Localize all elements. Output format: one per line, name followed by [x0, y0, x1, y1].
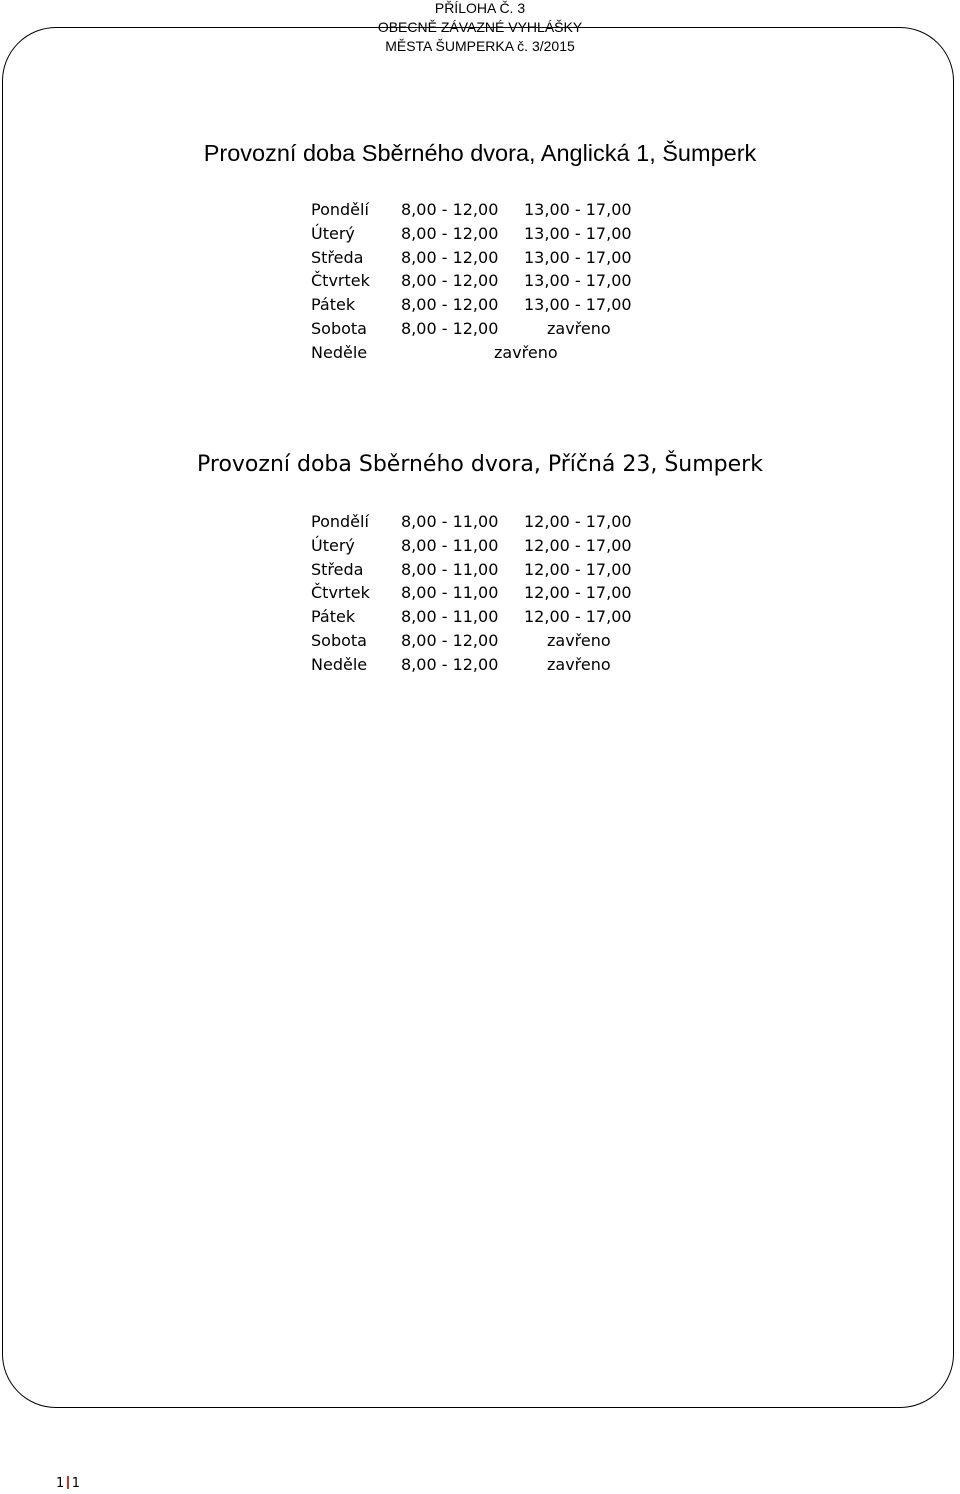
afternoon-hours: 12,00 - 17,00	[524, 607, 632, 627]
morning-hours: 8,00 - 11,00	[401, 535, 499, 555]
afternoon-hours: 13,00 - 17,00	[524, 247, 632, 267]
morning-hours: 8,00 - 12,00	[401, 223, 499, 243]
morning-hours: 8,00 - 11,00	[401, 512, 499, 531]
afternoon-hours: 13,00 - 17,00	[524, 295, 632, 315]
section-title-anglicka: Provozní doba Sběrného dvora, Anglická 1, Šumperk	[203, 140, 757, 166]
regulation-label: OBECNĚ ZÁVAZNÉ VYHLÁŠKY	[377, 19, 583, 35]
afternoon-hours: 13,00 - 17,00	[524, 200, 632, 219]
day-label: Sobota	[311, 318, 367, 338]
morning-hours: 8,00 - 12,00	[401, 318, 499, 338]
morning-hours: 8,00 - 11,00	[401, 583, 499, 603]
day-label: Neděle	[311, 342, 368, 362]
morning-hours: 8,00 - 12,00	[401, 630, 499, 650]
morning-hours: 8,00 - 11,00	[401, 607, 499, 627]
day-label: Čtvrtek	[311, 583, 370, 603]
afternoon-hours: 12,00 - 17,00	[524, 535, 632, 555]
day-label: Pondělí	[311, 512, 369, 531]
day-label: Čtvrtek	[311, 271, 370, 291]
day-label: Sobota	[311, 630, 367, 650]
morning-hours: 8,00 - 12,00	[401, 247, 499, 267]
total-pages: 1	[71, 1476, 81, 1491]
annex-label: PŘÍLOHA Č. 3	[434, 0, 526, 16]
afternoon-hours: 12,00 - 17,00	[524, 559, 632, 579]
current-page: 1	[56, 1476, 65, 1491]
morning-hours: 8,00 - 12,00	[401, 654, 499, 674]
morning-hours: 8,00 - 12,00	[401, 295, 499, 315]
day-label: Pátek	[311, 607, 356, 627]
day-label: Úterý	[311, 223, 355, 243]
municipality-label: MĚSTA ŠUMPERKA č. 3/2015	[385, 38, 575, 54]
all-day-closed: zavřeno	[494, 342, 558, 362]
afternoon-closed: zavřeno	[547, 318, 611, 338]
afternoon-hours: 12,00 - 17,00	[524, 583, 632, 603]
day-label: Pondělí	[311, 200, 369, 219]
day-label: Úterý	[311, 535, 355, 555]
afternoon-closed: zavřeno	[547, 630, 611, 650]
day-label: Středa	[311, 559, 364, 579]
page-number	[56, 1476, 80, 1492]
morning-hours: 8,00 - 12,00	[401, 200, 499, 219]
page-separator	[67, 1476, 69, 1489]
section-title-pricna: Provozní doba Sběrného dvora, Příčná 23, Šumperk	[197, 452, 763, 477]
afternoon-hours: 13,00 - 17,00	[524, 271, 632, 291]
morning-hours: 8,00 - 12,00	[401, 271, 499, 291]
morning-hours: 8,00 - 11,00	[401, 559, 499, 579]
afternoon-hours: 12,00 - 17,00	[524, 512, 632, 531]
afternoon-hours: 13,00 - 17,00	[524, 223, 632, 243]
afternoon-closed: zavřeno	[547, 654, 611, 674]
day-label: Pátek	[311, 295, 356, 315]
day-label: Neděle	[311, 654, 368, 674]
day-label: Středa	[311, 247, 364, 267]
